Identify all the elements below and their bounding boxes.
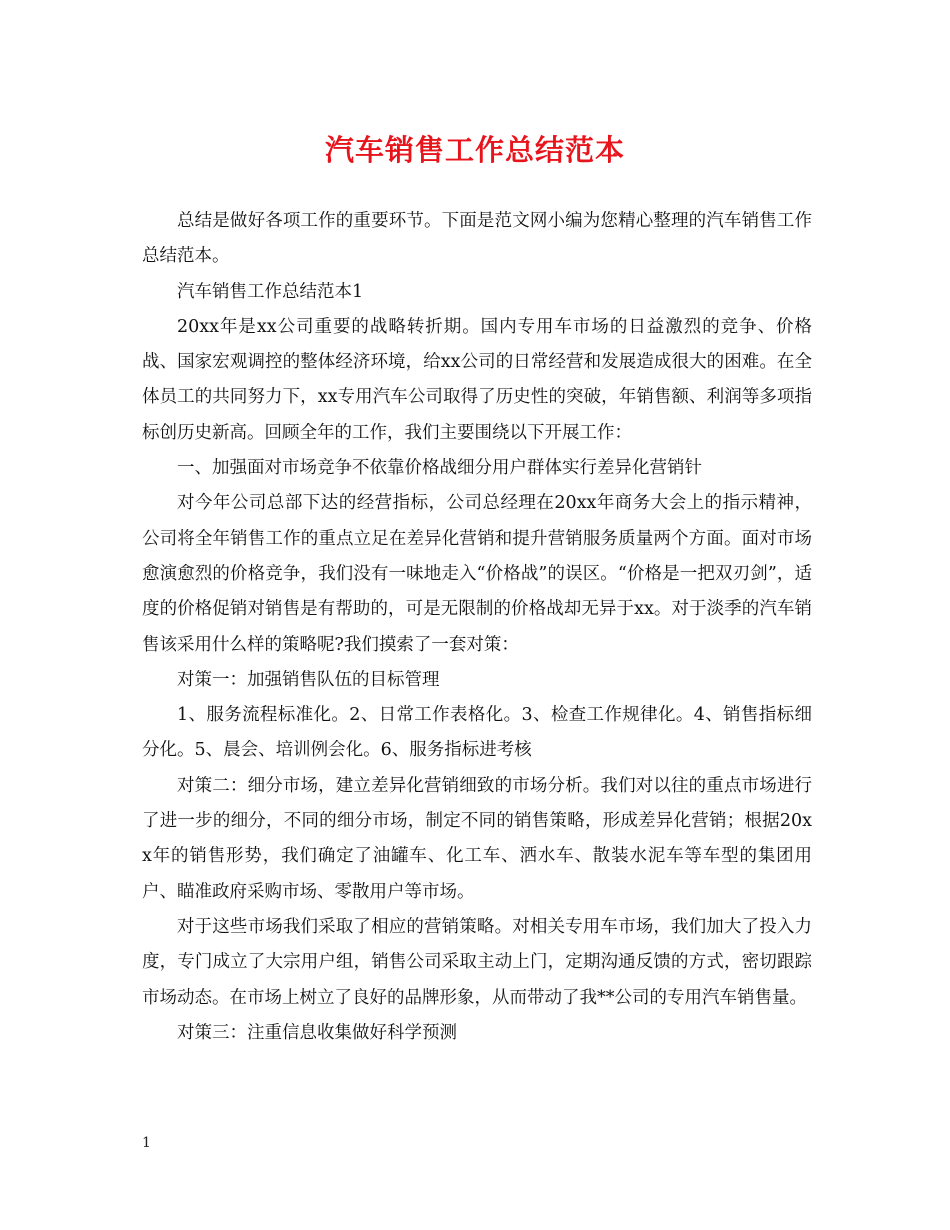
paragraph-overview: 20xx年是xx公司重要的战略转折期。国内专用车市场的日益激烈的竞争、价格战、国家宏观调控的整体经济环境，给xx公司的日常经营和发展造成很大的困难。在全体员工的共同努力下，xx专用汽车公司取得了历史性的突破，年销售额、利润等多项指标创历史新高。回顾全年的工作，我们主要围绕以下开展工作： (142, 316, 812, 443)
paragraph-measure-one-list: 1、服务流程标准化。2、日常工作表格化。3、检查工作规律化。4、销售指标细分化。5、晨会、培训例会化。6、服务指标进考核 (142, 705, 812, 761)
document-title: 汽车销售工作总结范本 (324, 133, 625, 167)
paragraph-market-strategy: 对于这些市场我们采取了相应的营销策略。对相关专用车市场，我们加大了投入力度，专门成立了大宗用户组，销售公司采取主动上门，定期沟通反馈的方式，密切跟踪市场动态。在市场上树立了良好的品牌形象，从而带动了我**公司的专用汽车销售量。 (142, 916, 812, 1008)
paragraph-measure-one: 对策一：加强销售队伍的目标管理 (177, 669, 440, 690)
paragraph-strategy-detail: 对今年公司总部下达的经营指标，公司总经理在20xx年商务大会上的指示精神，公司将全年销售工作的重点立足在差异化营销和提升营销服务质量两个方面。面对市场愈演愈烈的价格竞争，我们没有一味地走入“价格战”的误区。“价格是一把双刃剑”，适度的价格促销对销售是有帮助的，可是无限制的价格战却无异于xx。对于淡季的汽车销售该采用什么样的策略呢?我们摸索了一套对策： (142, 493, 812, 655)
paragraph-intro: 总结是做好各项工作的重要环节。下面是范文网小编为您精心整理的汽车销售工作总结范本。 (142, 211, 812, 267)
paragraph-section-heading: 汽车销售工作总结范本1 (177, 281, 364, 302)
document-body (142, 204, 812, 1051)
page-number: 1 (142, 1135, 151, 1151)
paragraph-measure-three: 对策三：注重信息收集做好科学预测 (177, 1022, 457, 1043)
paragraph-measure-two: 对策二：细分市场，建立差异化营销细致的市场分析。我们对以往的重点市场进行了进一步的细分，不同的细分市场，制定不同的销售策略，形成差异化营销；根据20xx年的销售形势，我们确定了油罐车、化工车、洒水车、散装水泥车等车型的集团用户、瞄准政府采购市场、零散用户等市场。 (142, 775, 812, 902)
paragraph-strategy-heading: 一、加强面对市场竞争不依靠价格战细分用户群体实行差异化营销针 (177, 458, 702, 479)
